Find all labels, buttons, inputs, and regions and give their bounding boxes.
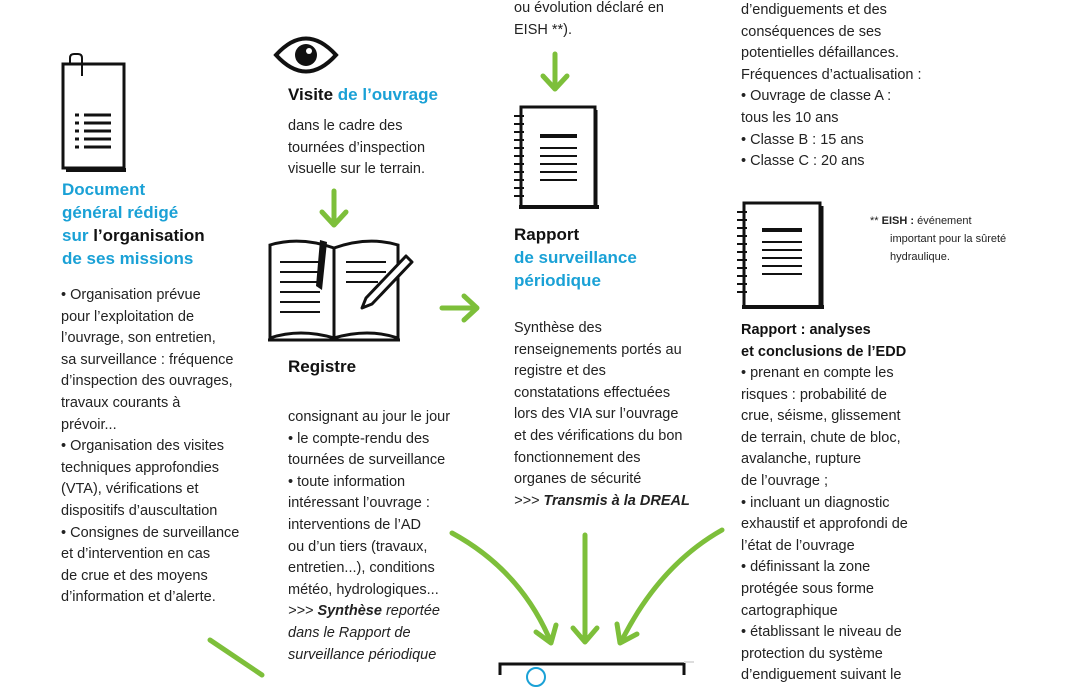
text-line: crue, séisme, glissement [741,408,901,425]
text-line: de terrain, chute de bloc, [741,429,901,446]
transmis-note [514,491,690,513]
text-line: conséquences de ses [741,23,882,40]
document-title [62,178,205,270]
text-line: de crue et des moyens [61,567,208,584]
text-line: • Organisation des visites [61,438,225,455]
text-line: ou d’un tiers (travaux, [288,538,428,555]
text-line: météo, hydrologiques... [288,581,439,598]
rapport-title [514,223,637,292]
text-line: techniques approfondies [61,459,220,476]
text-line: sa surveillance : fréquence [61,351,234,368]
text-line: dans le cadre des [288,118,403,134]
text-line: • Organisation prévue [61,287,201,303]
title-blue: de l’ouvrage [337,85,438,104]
report-icon [737,203,824,309]
text-line: tournées d’inspection [288,139,426,156]
text-line: d’information et d’alerte. [61,589,216,606]
title-blue: de ses missions [62,249,194,268]
eye-icon [276,39,336,72]
registre-title: Registre [288,357,357,376]
text-line: dispositifs d’auscultation [61,502,218,519]
text-line: dans le Rapport de [288,624,411,641]
text-line: et d’intervention en cas [61,546,211,563]
edd-title [741,320,906,363]
text-line: d’endiguement suivant le [741,667,902,684]
document-clip-icon [63,54,126,172]
text-line: protégée sous forme [741,580,874,597]
text-line: • Classe B : 15 ans [741,131,864,148]
title-line: Rapport : analyses [741,322,871,338]
note-line: hydraulique. [890,251,950,263]
text-line: • Consignes de surveillance [61,524,240,541]
text-line: visuelle sur le terrain. [288,161,425,178]
edd-body [741,363,908,687]
synthese-note [288,601,450,623]
text-line: de l’ouvrage ; [741,472,829,489]
title-dark: Visite [288,85,338,104]
spiral-notebook-icon [514,107,599,209]
text-line: renseignements portés au [514,341,682,358]
arrow-bottom-left [210,640,262,675]
text-line: d’endiguements et des [741,2,887,18]
title-blue: général rédigé [62,203,179,222]
note-label: EISH : [881,215,915,227]
text-line: • établissant le niveau de [741,624,902,641]
text-line: • toute information [288,473,406,490]
text-line: pour l’exploitation de [61,308,195,325]
edd-top-fragment [741,0,922,173]
text-line: lors des VIA sur l’ouvrage [514,406,679,423]
text-line: prévoir... [61,416,117,433]
arrow-visite-to-registre [322,191,346,225]
title-dark: Rapport [514,225,580,244]
synthese-rest: reportée [381,603,440,620]
prefix: >>> [288,603,318,620]
text-line: intéressant l’ouvrage : [288,495,430,512]
arrow-registre-to-rapport [442,296,477,320]
text-line: ou évolution déclaré en [514,0,664,16]
title-blue: périodique [514,271,601,290]
arrow-center-down [573,535,597,642]
arrow-left-diagonal [452,533,556,643]
bottom-document-icon [500,662,694,686]
text-line: EISH **). [514,21,573,38]
text-line: d’inspection des ouvrages, [61,373,233,390]
note-stars: ** [870,215,882,227]
text-line: surveillance périodique [288,646,437,663]
text-line: consignant au jour le jour [288,409,451,425]
visite-body [288,116,425,181]
arrow-to-rapport [543,54,567,89]
text-line: exhaustif et approfondi de [741,516,908,533]
registre-body [288,407,450,666]
title-blue: de surveillance [514,248,637,267]
text-line: (VTA), vérifications et [61,481,199,498]
title-blue: sur [62,226,94,245]
text-line: interventions de l’AD [288,516,421,533]
text-line: registre et des [514,363,606,380]
text-line: et des vérifications du bon [514,427,683,444]
text-line: tous les 10 ans [741,109,839,126]
text-line: tournées de surveillance [288,452,446,469]
rapport-body [514,318,690,512]
text-line: l’état de l’ouvrage [741,537,855,554]
text-line: • Ouvrage de classe A : [741,88,892,105]
text-line: cartographique [741,602,838,619]
notebook-pen-icon [268,240,412,340]
rapport-top-fragment [514,0,664,41]
text-line: fonctionnement des [514,449,641,466]
text-line: • prenant en compte les [741,365,894,381]
text-line: travaux courants à [61,394,181,411]
visite-title [288,83,438,106]
text-line: entretien...), conditions [288,560,435,577]
text-line: protection du système [741,645,883,662]
title-line: et conclusions de l’EDD [741,343,907,360]
text-line: • Classe C : 20 ans [741,153,865,170]
text-line: organes de sécurité [514,471,642,488]
document-body [61,285,239,609]
text-line: • le compte-rendu des [288,430,430,447]
note-text: événement [914,215,972,227]
prefix: >>> [514,492,544,509]
arrow-right-diagonal [617,530,722,643]
text-line: risques : probabilité de [741,386,887,403]
note-line: important pour la sûreté [890,233,1007,245]
text-line: constatations effectuées [514,384,671,401]
text-line: • incluant un diagnostic [741,494,890,511]
eish-footnote [870,212,1006,266]
text-line: potentielles défaillances. [741,45,899,62]
text-line: • définissant la zone [741,559,871,576]
title-dark: l’organisation [93,226,205,245]
synthese-bold: Synthèse [317,603,382,620]
title-blue: Document [62,180,146,199]
text-line: Synthèse des [514,320,602,336]
text-line: Fréquences d’actualisation : [741,66,922,83]
transmis-text: Transmis à la DREAL [543,492,690,509]
text-line: l’ouvrage, son entretien, [61,330,216,347]
text-line: avalanche, rupture [741,451,862,468]
